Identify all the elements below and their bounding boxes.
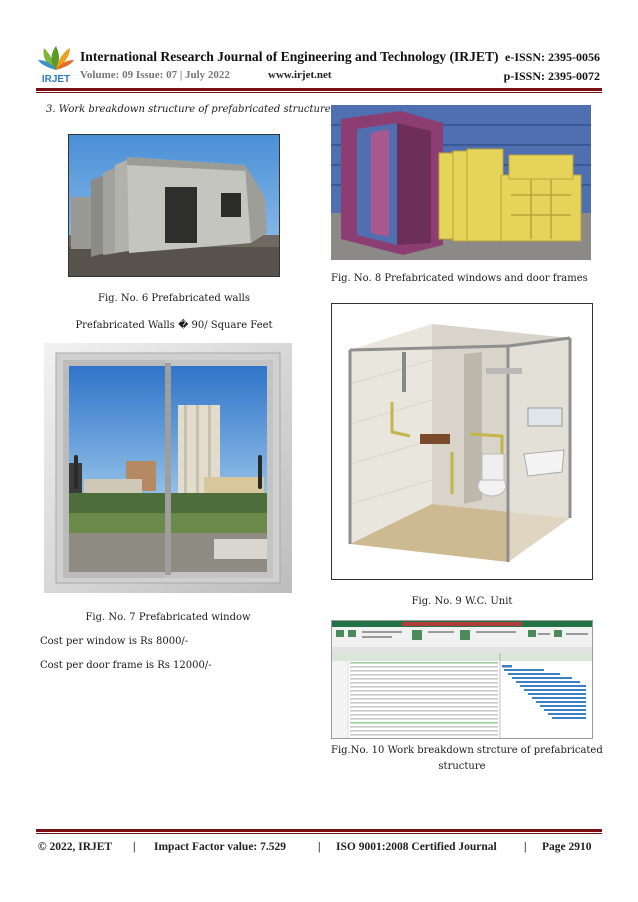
fig6-caption: Fig. No. 6 Prefabricated walls — [98, 293, 250, 304]
footer-separator: | — [524, 841, 527, 853]
wbs-table-row — [350, 710, 498, 712]
footer-separator: | — [133, 841, 136, 853]
fig10-caption-line2: structure — [438, 761, 486, 772]
door-cost: Cost per door frame is Rs 12000/- — [40, 660, 212, 671]
fig7-caption: Fig. No. 7 Prefabricated window — [85, 612, 251, 623]
wbs-table-row — [350, 678, 498, 680]
wbs-table-row — [350, 730, 498, 732]
fig10-wbs-screenshot — [331, 620, 593, 739]
header-rule — [36, 88, 602, 91]
footer-rule-thin — [36, 833, 602, 834]
wbs-table-row — [350, 698, 498, 700]
logo-text: IRJET — [41, 74, 71, 85]
p-issn: p-ISSN: 2395-0072 — [503, 69, 600, 83]
wbs-table-row — [350, 666, 498, 668]
fig9-wc-unit-render — [331, 303, 593, 580]
leaf-icon — [38, 46, 74, 70]
wbs-table-row — [350, 694, 498, 696]
wbs-table-row — [350, 682, 498, 684]
fig8-caption: Fig. No. 8 Prefabricated windows and door frames — [331, 273, 588, 284]
wbs-table-row — [350, 686, 498, 688]
e-issn: e-ISSN: 2395-0056 — [505, 50, 600, 64]
wbs-table-row — [350, 714, 498, 716]
fig9-caption: Fig. No. 9 W.C. Unit — [411, 596, 513, 607]
footer-impact-factor: Impact Factor value: 7.529 — [154, 841, 287, 853]
footer-separator: | — [318, 841, 321, 853]
wbs-table-row — [350, 662, 498, 664]
fig10-caption-line1: Fig.No. 10 Work breakdown strcture of prefabricated — [331, 745, 603, 756]
wbs-table-row — [350, 690, 498, 692]
page-header — [0, 0, 638, 100]
wbs-table-row — [350, 670, 498, 672]
wbs-table-row — [350, 718, 498, 720]
footer-page-number: Page 2910 — [542, 841, 592, 853]
wbs-table-row — [350, 734, 498, 736]
wbs-table-row — [350, 706, 498, 708]
footer-copyright: © 2022, IRJET — [38, 841, 113, 853]
window-cost: Cost per window is Rs 8000/- — [40, 636, 189, 647]
footer-rule — [36, 829, 602, 832]
fig6-walls-photo — [68, 134, 280, 277]
irjet-logo — [36, 44, 76, 86]
wbs-table-row — [350, 726, 498, 728]
section-heading: 3. Work breakdown structure of prefabricated structure — [46, 104, 331, 115]
volume-issue: Volume: 09 Issue: 07 | July 2022 — [80, 69, 230, 81]
walls-cost: Prefabricated Walls � 90/ Square Feet — [75, 320, 273, 331]
wbs-table-row — [350, 674, 498, 676]
fig8-frames-photo — [331, 105, 591, 260]
wbs-table-row — [350, 702, 498, 704]
header-rule-thin — [36, 92, 602, 93]
journal-title: International Research Journal of Engineering and Technology (IRJET) — [80, 49, 499, 64]
journal-website[interactable]: www.irjet.net — [268, 69, 332, 81]
wbs-table-row — [350, 722, 498, 724]
footer-iso: ISO 9001:2008 Certified Journal — [336, 841, 497, 853]
fig7-window-photo — [44, 343, 292, 593]
